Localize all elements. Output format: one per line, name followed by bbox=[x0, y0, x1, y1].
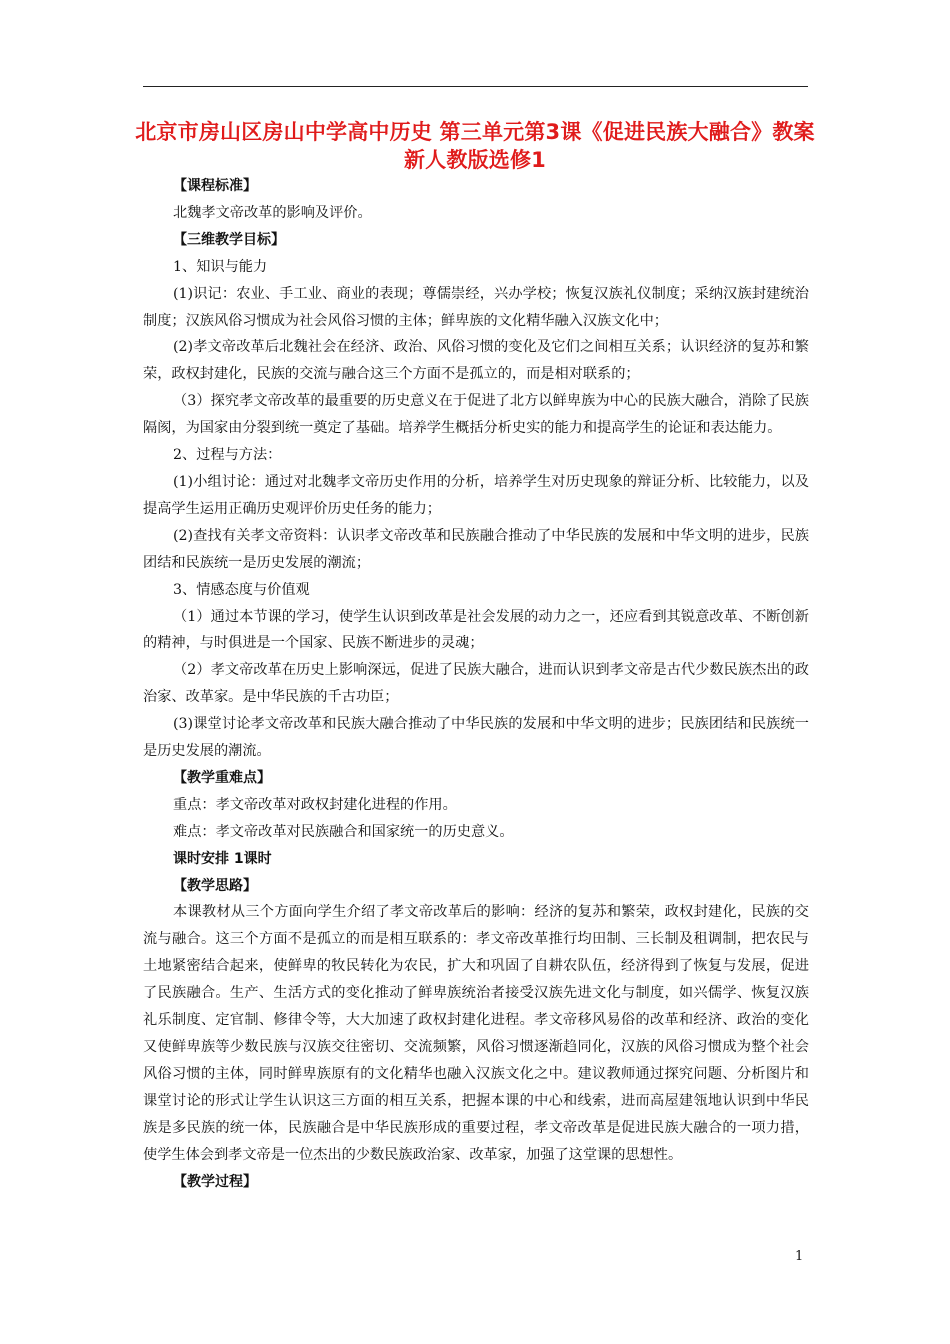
paragraph: (2)孝文帝改革后北魏社会在经济、政治、风俗习惯的变化及它们之间相互关系；认识经济的复苏和繁荣，政权封建化，民族的交流与融合这三个方面不是孤立的，而是相对联系的； bbox=[143, 339, 809, 383]
paragraph: (2)查找有关孝文帝资料：认识孝文帝改革和民族融合推动了中华民族的发展和中华文明的进步，民族团结和民族统一是历史发展的潮流； bbox=[143, 527, 809, 571]
document-title: 北京市房山区房山中学高中历史 第三单元第3课《促进民族大融合》教案 新人教版选修1 bbox=[135, 120, 815, 172]
paragraph: (1)识记：农业、手工业、商业的表现；尊儒崇经，兴办学校；恢复汉族礼仪制度；采纳汉族封建统治制度；汉族风俗习惯成为社会风俗习惯的主体；鲜卑族的文化精华融入汉族文化中； bbox=[143, 285, 809, 329]
page-number: 1 bbox=[795, 1249, 804, 1264]
section-heading: 【教学重难点】 bbox=[173, 769, 271, 786]
paragraph: 3、情感态度与价值观 bbox=[173, 581, 310, 598]
paragraph: 1、知识与能力 bbox=[173, 258, 268, 275]
paragraph: 2、过程与方法： bbox=[173, 447, 282, 464]
document-body bbox=[143, 173, 809, 1195]
paragraph: (3)课堂讨论孝文帝改革和民族大融合推动了中华民族的发展和中华文明的进步；民族团结和民族统一是历史发展的潮流。 bbox=[143, 716, 809, 760]
paragraph: 北魏孝文帝改革的影响及评价。 bbox=[173, 204, 372, 221]
section-heading: 【三维教学目标】 bbox=[173, 231, 285, 248]
paragraph: 难点：孝文帝改革对民族融合和国家统一的历史意义。 bbox=[173, 823, 514, 840]
paragraph: （3）探究孝文帝改革的最重要的历史意义在于促进了北方以鲜卑族为中心的民族大融合，消除了民族隔阂，为国家由分裂到统一奠定了基础。培养学生概括分析史实的能力和提高学生的论证和表达能力。 bbox=[143, 393, 809, 437]
paragraph: （2）孝文帝改革在历史上影响深远，促进了民族大融合，进而认识到孝文帝是古代少数民族杰出的政治家、改革家。是中华民族的千古功臣； bbox=[143, 662, 809, 706]
paragraph: 本课教材从三个方面向学生介绍了孝文帝改革后的影响：经济的复苏和繁荣，政权封建化，民族的交流与融合。这三个方面不是孤立的而是相互联系的：孝文帝改革推行均田制、三长制及租调制，把农民与土地紧密结合起来，使鲜卑的牧民转化为农民，扩大和巩固了自耕农队伍，经济得到了恢复与发展，促进了民族融合。生产、生活方式的变化推动了鲜卑族统治者接受汉族先进文化与制度，如兴儒学、恢复汉族礼乐制度、定官制、修律令等，大大加速了政权封建化进程。孝文帝移风易俗的改革和经济、政治的变化又使鲜卑族等少数民族与汉族交往密切、交流频繁，风俗习惯逐渐趋同化，汉族的风俗习惯成为整个社会风俗习惯的主体，同时鲜卑族原有的文化精华也融入汉族文化之中。建议教师通过探究问题、分析图片和课堂讨论的形式让学生认识这三方面的相互关系，把握本课的中心和线索，进而高屋建瓴地认识到中华民族是多民族的统一体，民族融合是中华民族形成的重要过程，孝文帝改革是促进民族大融合的一项力措，使学生体会到孝文帝是一位杰出的少数民族政治家、改革家，加强了这堂课的思想性。 bbox=[143, 904, 809, 1163]
paragraph: (1)小组讨论：通过对北魏孝文帝历史作用的分析，培养学生对历史现象的辩证分析、比较能力，以及提高学生运用正确历史观评价历史任务的能力； bbox=[143, 473, 809, 517]
header-rule bbox=[143, 86, 808, 87]
paragraph: 重点：孝文帝改革对政权封建化进程的作用。 bbox=[173, 796, 457, 813]
section-heading: 【课程标准】 bbox=[173, 178, 257, 194]
paragraph: （1）通过本节课的学习，使学生认识到改革是社会发展的动力之一，还应看到其锐意改革、不断创新的精神，与时俱进是一个国家、民族不断进步的灵魂； bbox=[143, 608, 809, 652]
section-heading: 课时安排 1课时 bbox=[173, 850, 272, 867]
section-heading: 【教学思路】 bbox=[173, 877, 257, 894]
section-heading: 【教学过程】 bbox=[173, 1173, 257, 1190]
